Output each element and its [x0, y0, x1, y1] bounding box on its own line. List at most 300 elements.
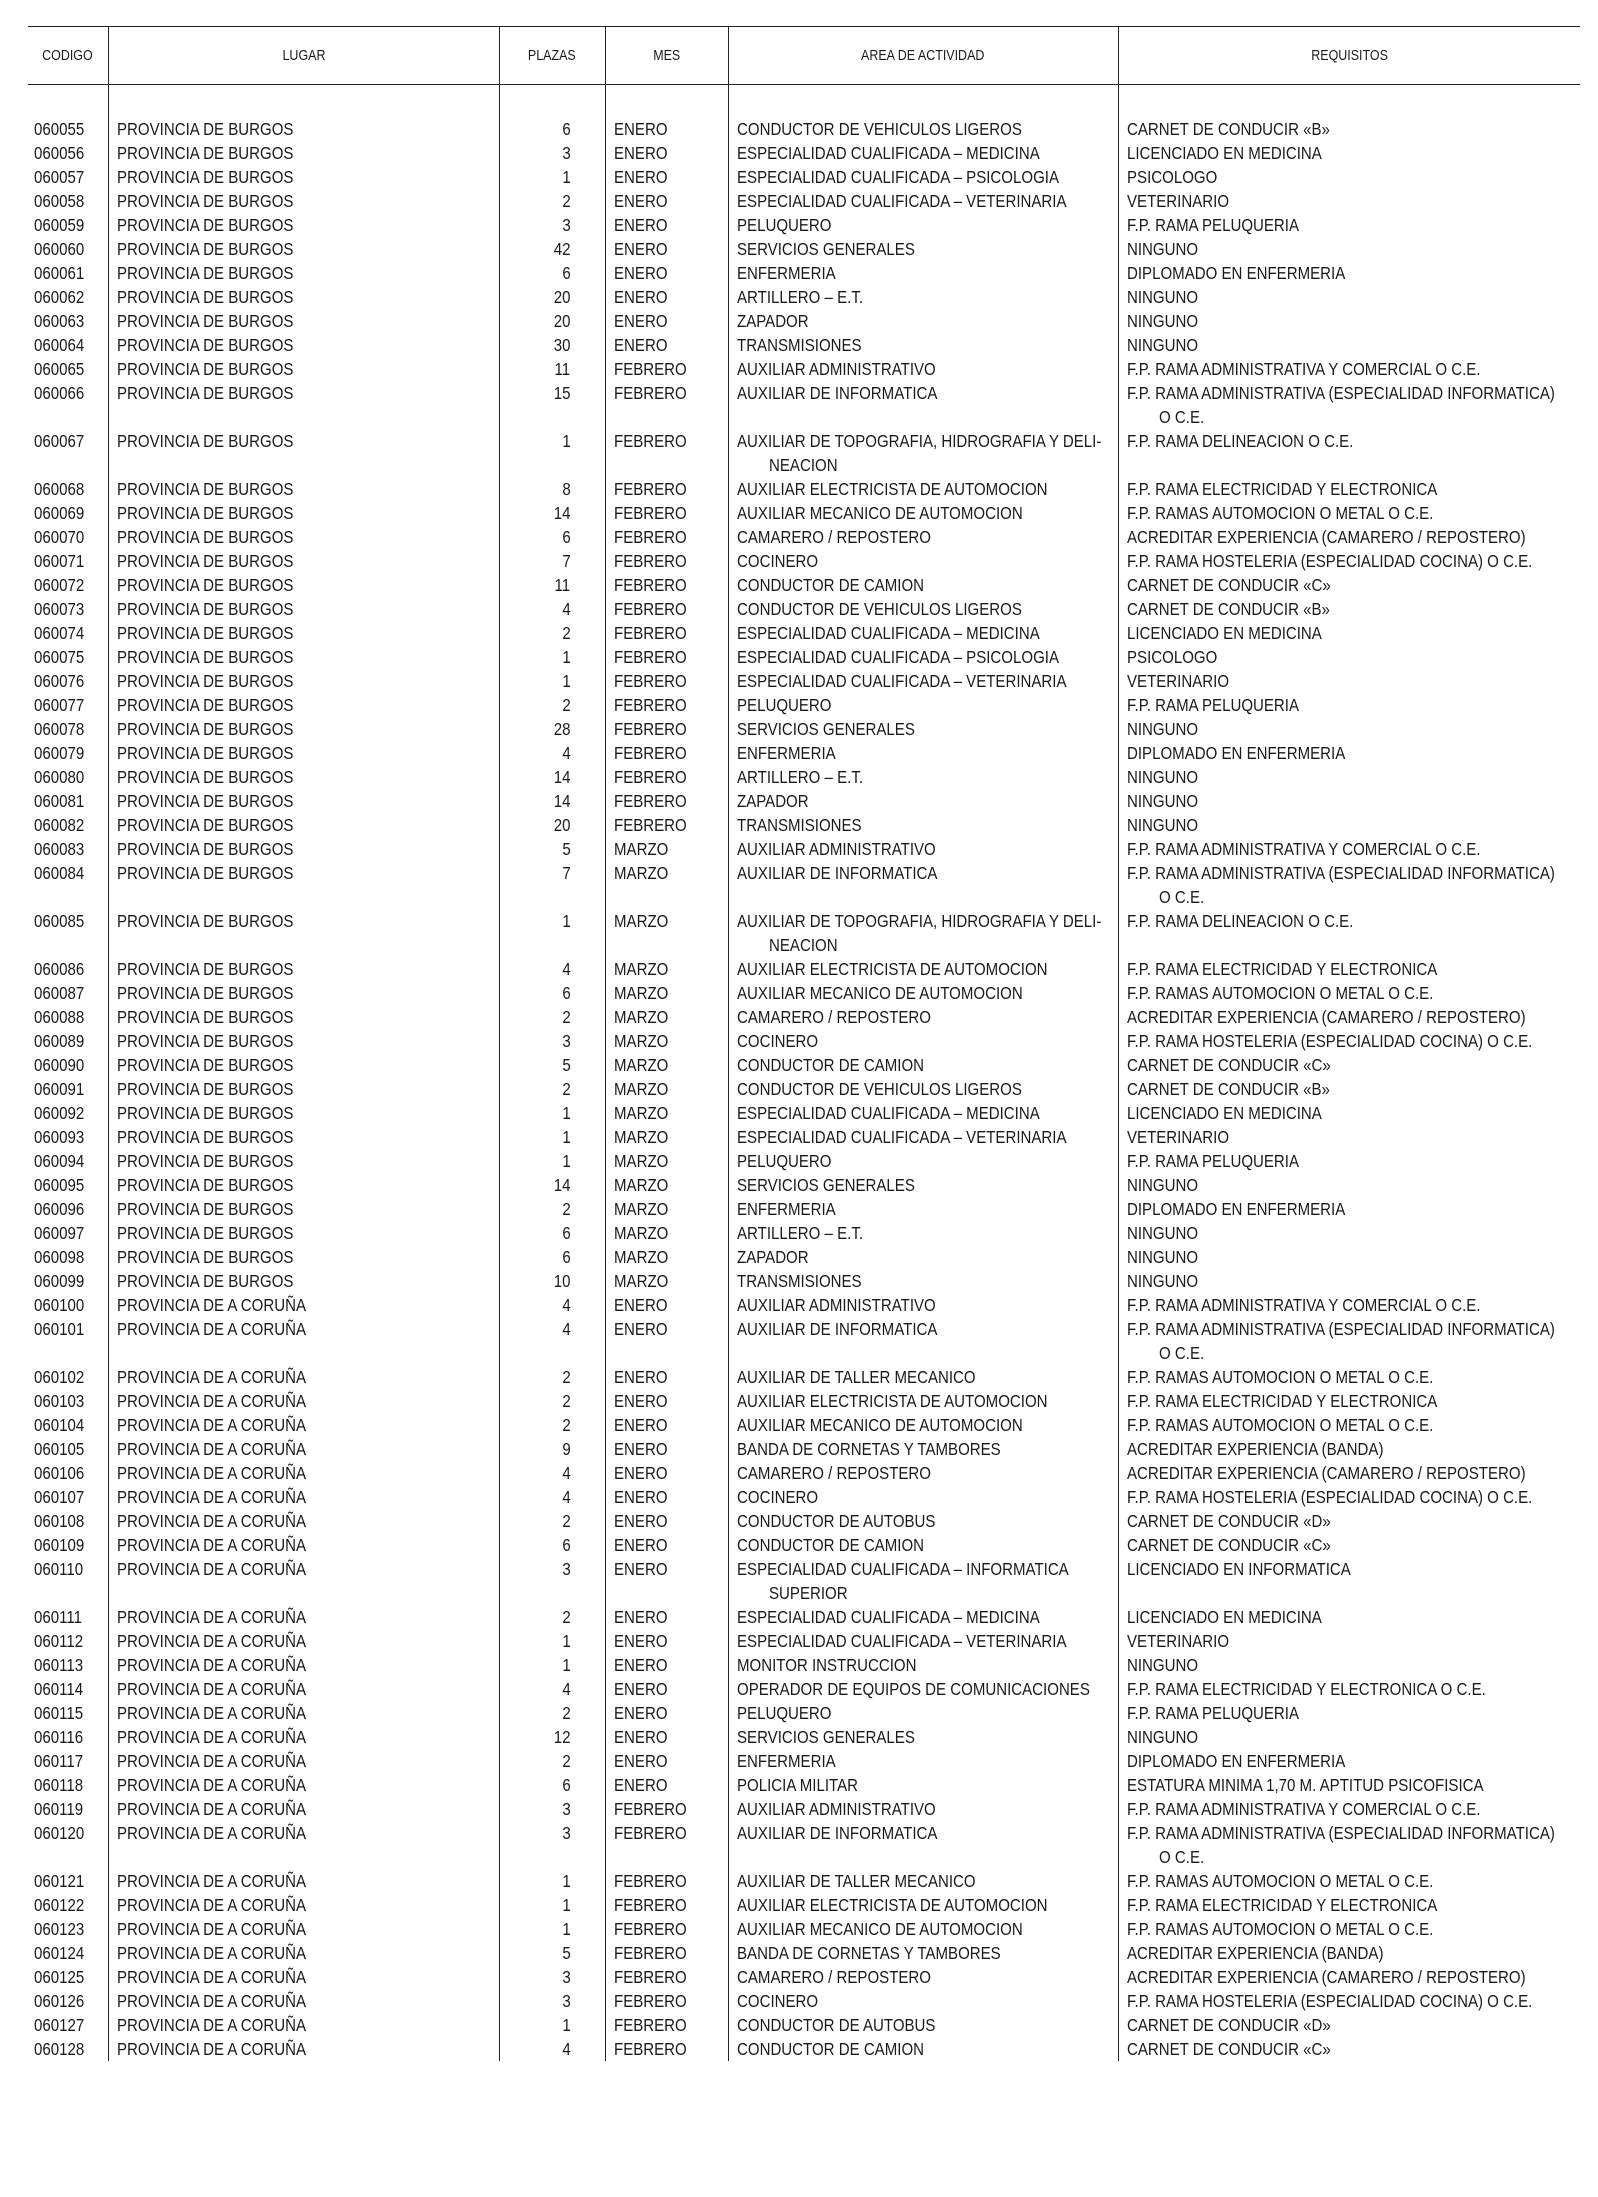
- codigo-text: 060080: [34, 767, 85, 787]
- plazas-text: 12: [553, 1727, 571, 1747]
- cell-lugar: [108, 1389, 499, 1413]
- codigo-text: 060128: [34, 2039, 85, 2059]
- cell-mes: [605, 645, 728, 669]
- plazas-text: 20: [553, 311, 571, 331]
- mes-text: MARZO: [613, 1151, 668, 1171]
- requisitos-text: DIPLOMADO EN ENFERMERIA: [1126, 743, 1345, 763]
- plazas-text: 3: [562, 1991, 571, 2011]
- cell-plazas: [499, 693, 605, 717]
- mes-text: ENERO: [613, 1775, 668, 1795]
- cell-codigo: [28, 597, 108, 621]
- cell-mes: [605, 813, 728, 837]
- requisitos-text: F.P. RAMA ADMINISTRATIVA (ESPECIALIDAD INFORMATICA): [1126, 383, 1555, 403]
- lugar-text: PROVINCIA DE A CORUÑA: [116, 1607, 306, 1627]
- plazas-text: 6: [562, 1247, 571, 1267]
- table-row: [28, 117, 1580, 141]
- table-row: [28, 237, 1580, 261]
- cell-area: [728, 1917, 1118, 1941]
- lugar-text: PROVINCIA DE BURGOS: [116, 647, 293, 667]
- mes-text: MARZO: [613, 1055, 668, 1075]
- cell-plazas: [499, 765, 605, 789]
- mes-text: FEBRERO: [613, 671, 687, 691]
- requisitos-text: NINGUNO: [1126, 1247, 1198, 1267]
- requisitos-text: LICENCIADO EN MEDICINA: [1126, 1607, 1322, 1627]
- cell-requisitos: [1118, 117, 1580, 141]
- table-row: [28, 1461, 1580, 1485]
- requisitos-continuation-text: O C.E.: [1158, 407, 1204, 427]
- table-row: [28, 621, 1580, 645]
- cell-codigo: [28, 213, 108, 237]
- lugar-text: PROVINCIA DE BURGOS: [116, 983, 293, 1003]
- cell-area: [728, 1557, 1118, 1605]
- cell-mes: [605, 1989, 728, 2013]
- requisitos-text: F.P. RAMA PELUQUERIA: [1126, 215, 1299, 235]
- cell-lugar: [108, 597, 499, 621]
- cell-lugar: [108, 2037, 499, 2061]
- cell-plazas: [499, 1989, 605, 2013]
- requisitos-text: F.P. RAMA ADMINISTRATIVA Y COMERCIAL O C.E.: [1126, 359, 1480, 379]
- lugar-text: PROVINCIA DE BURGOS: [116, 1127, 293, 1147]
- area-text: ESPECIALIDAD CUALIFICADA – VETERINARIA: [736, 671, 1067, 691]
- plazas-text: 6: [562, 119, 571, 139]
- codigo-text: 060086: [34, 959, 85, 979]
- cell-requisitos: [1118, 1557, 1580, 1605]
- codigo-text: 060099: [34, 1271, 85, 1291]
- lugar-text: PROVINCIA DE BURGOS: [116, 1175, 293, 1195]
- cell-area: [728, 237, 1118, 261]
- lugar-text: PROVINCIA DE BURGOS: [116, 1247, 293, 1267]
- table-row: [28, 429, 1580, 477]
- cell-codigo: [28, 1629, 108, 1653]
- cell-area: [728, 1029, 1118, 1053]
- lugar-text: PROVINCIA DE A CORUÑA: [116, 1943, 306, 1963]
- cell-requisitos: [1118, 1533, 1580, 1557]
- area-text: AUXILIAR DE TALLER MECANICO: [736, 1871, 976, 1891]
- cell-codigo: [28, 1557, 108, 1605]
- area-text: ARTILLERO – E.T.: [736, 1223, 863, 1243]
- requisitos-text: F.P. RAMA ADMINISTRATIVA Y COMERCIAL O C.E.: [1126, 839, 1480, 859]
- plazas-text: 14: [553, 791, 571, 811]
- codigo-text: 060119: [34, 1799, 84, 1819]
- mes-text: FEBRERO: [613, 791, 687, 811]
- requisitos-text: F.P. RAMA ELECTRICIDAD Y ELECTRONICA: [1126, 959, 1437, 979]
- lugar-text: PROVINCIA DE BURGOS: [116, 527, 293, 547]
- plazas-text: 7: [562, 863, 571, 883]
- cell-lugar: [108, 981, 499, 1005]
- mes-text: ENERO: [613, 1487, 668, 1507]
- table-row: [28, 381, 1580, 429]
- table-row: [28, 1485, 1580, 1509]
- cell-area: [728, 669, 1118, 693]
- requisitos-text: CARNET DE CONDUCIR «B»: [1126, 119, 1330, 139]
- cell-mes: [605, 1557, 728, 1605]
- cell-requisitos: [1118, 813, 1580, 837]
- area-text: AUXILIAR DE TOPOGRAFIA, HIDROGRAFIA Y DELI-: [736, 431, 1101, 451]
- cell-requisitos: [1118, 309, 1580, 333]
- table-row: [28, 765, 1580, 789]
- cell-mes: [605, 2037, 728, 2061]
- cell-mes: [605, 1629, 728, 1653]
- cell-area: [728, 789, 1118, 813]
- table-row: [28, 1245, 1580, 1269]
- table-row: [28, 1005, 1580, 1029]
- lugar-text: PROVINCIA DE BURGOS: [116, 863, 293, 883]
- cell-mes: [605, 1389, 728, 1413]
- requisitos-text: VETERINARIO: [1126, 1127, 1229, 1147]
- cell-plazas: [499, 1725, 605, 1749]
- mes-text: ENERO: [613, 191, 668, 211]
- requisitos-text: ACREDITAR EXPERIENCIA (CAMARERO / REPOSTERO): [1126, 527, 1526, 547]
- plazas-text: 6: [562, 527, 571, 547]
- cell-requisitos: [1118, 1605, 1580, 1629]
- cell-lugar: [108, 1077, 499, 1101]
- requisitos-text: LICENCIADO EN MEDICINA: [1126, 143, 1322, 163]
- cell-codigo: [28, 1725, 108, 1749]
- table-row: [28, 1269, 1580, 1293]
- plazas-text: 3: [562, 1031, 571, 1051]
- cell-codigo: [28, 309, 108, 333]
- area-text: PELUQUERO: [736, 1703, 832, 1723]
- area-text: AUXILIAR DE INFORMATICA: [736, 1823, 937, 1843]
- cell-area: [728, 1077, 1118, 1101]
- cell-mes: [605, 285, 728, 309]
- area-text: MONITOR INSTRUCCION: [736, 1655, 916, 1675]
- cell-mes: [605, 693, 728, 717]
- area-text: ENFERMERIA: [736, 1751, 836, 1771]
- cell-mes: [605, 1941, 728, 1965]
- table-row: [28, 189, 1580, 213]
- mes-text: FEBRERO: [613, 815, 687, 835]
- mes-text: FEBRERO: [613, 359, 687, 379]
- mes-text: FEBRERO: [613, 1799, 687, 1819]
- area-text: AUXILIAR MECANICO DE AUTOMOCION: [736, 1415, 1023, 1435]
- area-text: CAMARERO / REPOSTERO: [736, 527, 931, 547]
- lugar-text: PROVINCIA DE A CORUÑA: [116, 1967, 306, 1987]
- cell-plazas: [499, 1365, 605, 1389]
- cell-codigo: [28, 429, 108, 477]
- mes-text: FEBRERO: [613, 479, 687, 499]
- cell-plazas: [499, 1917, 605, 1941]
- cell-codigo: [28, 1965, 108, 1989]
- mes-text: MARZO: [613, 1103, 668, 1123]
- table-row: [28, 357, 1580, 381]
- cell-codigo: [28, 501, 108, 525]
- area-text: ZAPADOR: [736, 791, 809, 811]
- cell-lugar: [108, 861, 499, 909]
- table-row: [28, 309, 1580, 333]
- codigo-text: 060074: [34, 623, 85, 643]
- cell-area: [728, 261, 1118, 285]
- cell-codigo: [28, 861, 108, 909]
- cell-codigo: [28, 741, 108, 765]
- cell-area: [728, 1965, 1118, 1989]
- mes-text: FEBRERO: [613, 527, 687, 547]
- requisitos-text: F.P. RAMA ELECTRICIDAD Y ELECTRONICA O C.E.: [1126, 1679, 1486, 1699]
- cell-lugar: [108, 1797, 499, 1821]
- lugar-text: PROVINCIA DE A CORUÑA: [116, 1895, 306, 1915]
- cell-requisitos: [1118, 429, 1580, 477]
- cell-area: [728, 1461, 1118, 1485]
- cell-lugar: [108, 909, 499, 957]
- mes-text: ENERO: [613, 215, 668, 235]
- cell-codigo: [28, 1173, 108, 1197]
- cell-area: [728, 501, 1118, 525]
- cell-mes: [605, 1605, 728, 1629]
- lugar-text: PROVINCIA DE A CORUÑA: [116, 1511, 306, 1531]
- lugar-text: PROVINCIA DE BURGOS: [116, 599, 293, 619]
- cell-lugar: [108, 357, 499, 381]
- mes-text: FEBRERO: [613, 551, 687, 571]
- area-text: AUXILIAR ADMINISTRATIVO: [736, 1295, 936, 1315]
- cell-area: [728, 813, 1118, 837]
- codigo-text: 060104: [34, 1415, 85, 1435]
- cell-lugar: [108, 1413, 499, 1437]
- cell-mes: [605, 621, 728, 645]
- cell-plazas: [499, 1629, 605, 1653]
- plazas-text: 2: [562, 1751, 571, 1771]
- area-text: AUXILIAR DE TALLER MECANICO: [736, 1367, 976, 1387]
- cell-area: [728, 1413, 1118, 1437]
- requisitos-continuation-text: O C.E.: [1158, 1847, 1204, 1867]
- cell-requisitos: [1118, 189, 1580, 213]
- cell-lugar: [108, 549, 499, 573]
- cell-requisitos: [1118, 909, 1580, 957]
- plazas-text: 6: [562, 1775, 571, 1795]
- plazas-text: 8: [562, 479, 571, 499]
- cell-plazas: [499, 1101, 605, 1125]
- requisitos-text: LICENCIADO EN MEDICINA: [1126, 1103, 1322, 1123]
- cell-codigo: [28, 909, 108, 957]
- table-row: [28, 525, 1580, 549]
- requisitos-text: DIPLOMADO EN ENFERMERIA: [1126, 1751, 1345, 1771]
- plazas-text: 4: [562, 1319, 571, 1339]
- cell-lugar: [108, 1557, 499, 1605]
- cell-requisitos: [1118, 501, 1580, 525]
- cell-codigo: [28, 525, 108, 549]
- area-text: SERVICIOS GENERALES: [736, 1727, 915, 1747]
- cell-requisitos: [1118, 333, 1580, 357]
- cell-lugar: [108, 2013, 499, 2037]
- cell-area: [728, 909, 1118, 957]
- codigo-text: 060085: [34, 911, 85, 931]
- cell-mes: [605, 717, 728, 741]
- cell-mes: [605, 117, 728, 141]
- cell-requisitos: [1118, 1245, 1580, 1269]
- cell-lugar: [108, 261, 499, 285]
- area-text: ESPECIALIDAD CUALIFICADA – VETERINARIA: [736, 1127, 1067, 1147]
- cell-plazas: [499, 981, 605, 1005]
- table-row: [28, 1557, 1580, 1605]
- lugar-text: PROVINCIA DE A CORUÑA: [116, 1487, 306, 1507]
- cell-lugar: [108, 501, 499, 525]
- lugar-text: PROVINCIA DE A CORUÑA: [116, 1535, 306, 1555]
- cell-plazas: [499, 309, 605, 333]
- cell-plazas: [499, 717, 605, 741]
- lugar-text: PROVINCIA DE A CORUÑA: [116, 1367, 306, 1387]
- cell-requisitos: [1118, 1149, 1580, 1173]
- cell-lugar: [108, 1629, 499, 1653]
- cell-plazas: [499, 909, 605, 957]
- cell-codigo: [28, 1221, 108, 1245]
- cell-area: [728, 1485, 1118, 1509]
- cell-lugar: [108, 957, 499, 981]
- cell-area: [728, 621, 1118, 645]
- cell-requisitos: [1118, 789, 1580, 813]
- requisitos-text: NINGUNO: [1126, 1727, 1198, 1747]
- cell-codigo: [28, 1029, 108, 1053]
- cell-area: [728, 1773, 1118, 1797]
- table-body: [28, 85, 1580, 2062]
- table-row: [28, 909, 1580, 957]
- cell-area: [728, 381, 1118, 429]
- area-text: PELUQUERO: [736, 215, 832, 235]
- cell-mes: [605, 1413, 728, 1437]
- plazas-text: 1: [562, 1103, 571, 1123]
- codigo-text: 060095: [34, 1175, 85, 1195]
- area-text: ENFERMERIA: [736, 743, 836, 763]
- requisitos-text: NINGUNO: [1126, 815, 1198, 835]
- cell-area: [728, 1989, 1118, 2013]
- requisitos-text: NINGUNO: [1126, 1223, 1198, 1243]
- lugar-text: PROVINCIA DE BURGOS: [116, 623, 293, 643]
- mes-text: FEBRERO: [613, 719, 687, 739]
- cell-codigo: [28, 237, 108, 261]
- cell-plazas: [499, 741, 605, 765]
- cell-mes: [605, 1797, 728, 1821]
- cell-plazas: [499, 1821, 605, 1869]
- plazas-text: 7: [562, 551, 571, 571]
- cell-mes: [605, 525, 728, 549]
- codigo-text: 060063: [34, 311, 85, 331]
- cell-lugar: [108, 117, 499, 141]
- mes-text: ENERO: [613, 1439, 668, 1459]
- cell-mes: [605, 189, 728, 213]
- cell-requisitos: [1118, 1389, 1580, 1413]
- plazas-text: 1: [562, 647, 571, 667]
- cell-area: [728, 1653, 1118, 1677]
- plazas-text: 1: [562, 671, 571, 691]
- cell-lugar: [108, 381, 499, 429]
- lugar-text: PROVINCIA DE BURGOS: [116, 671, 293, 691]
- cell-lugar: [108, 1869, 499, 1893]
- cell-codigo: [28, 165, 108, 189]
- plazas-text: 4: [562, 1295, 571, 1315]
- cell-mes: [605, 741, 728, 765]
- requisitos-text: F.P. RAMA ADMINISTRATIVA (ESPECIALIDAD INFORMATICA): [1126, 863, 1555, 883]
- codigo-text: 060055: [34, 119, 85, 139]
- cell-codigo: [28, 1533, 108, 1557]
- cell-lugar: [108, 1317, 499, 1365]
- requisitos-text: NINGUNO: [1126, 287, 1198, 307]
- mes-text: ENERO: [613, 1727, 668, 1747]
- lugar-text: PROVINCIA DE BURGOS: [116, 1103, 293, 1123]
- cell-requisitos: [1118, 261, 1580, 285]
- plazas-text: 1: [562, 911, 571, 931]
- mes-text: ENERO: [613, 1319, 668, 1339]
- cell-codigo: [28, 1653, 108, 1677]
- codigo-text: 060098: [34, 1247, 85, 1267]
- cell-requisitos: [1118, 237, 1580, 261]
- cell-plazas: [499, 1677, 605, 1701]
- cell-codigo: [28, 1893, 108, 1917]
- codigo-text: 060106: [34, 1463, 85, 1483]
- cell-requisitos: [1118, 1749, 1580, 1773]
- codigo-text: 060118: [34, 1775, 84, 1795]
- area-text: COCINERO: [736, 1487, 818, 1507]
- mes-text: FEBRERO: [613, 2015, 687, 2035]
- cell-area: [728, 429, 1118, 477]
- cell-plazas: [499, 837, 605, 861]
- cell-mes: [605, 1125, 728, 1149]
- plazas-text: 2: [562, 1079, 571, 1099]
- cell-requisitos: [1118, 525, 1580, 549]
- area-text: PELUQUERO: [736, 1151, 832, 1171]
- cell-plazas: [499, 789, 605, 813]
- plazas-text: 1: [562, 1895, 571, 1915]
- area-text: ESPECIALIDAD CUALIFICADA – VETERINARIA: [736, 1631, 1067, 1651]
- cell-requisitos: [1118, 1029, 1580, 1053]
- cell-area: [728, 1821, 1118, 1869]
- cell-mes: [605, 213, 728, 237]
- requisitos-text: F.P. RAMA PELUQUERIA: [1126, 695, 1299, 715]
- cell-plazas: [499, 1173, 605, 1197]
- cell-codigo: [28, 1869, 108, 1893]
- cell-mes: [605, 381, 728, 429]
- requisitos-text: CARNET DE CONDUCIR «B»: [1126, 1079, 1330, 1099]
- cell-mes: [605, 1005, 728, 1029]
- plazas-text: 5: [562, 839, 571, 859]
- plazas-text: 1: [562, 1631, 571, 1651]
- cell-lugar: [108, 429, 499, 477]
- table-row: [28, 1821, 1580, 1869]
- lugar-text: PROVINCIA DE BURGOS: [116, 719, 293, 739]
- lugar-text: PROVINCIA DE A CORUÑA: [116, 1559, 306, 1579]
- cell-requisitos: [1118, 693, 1580, 717]
- lugar-text: PROVINCIA DE BURGOS: [116, 1223, 293, 1243]
- cell-lugar: [108, 1965, 499, 1989]
- plazas-text: 2: [562, 1199, 571, 1219]
- plazas-text: 30: [553, 335, 571, 355]
- codigo-text: 060066: [34, 383, 85, 403]
- cell-mes: [605, 1509, 728, 1533]
- mes-text: MARZO: [613, 1175, 668, 1195]
- cell-codigo: [28, 1941, 108, 1965]
- lugar-text: PROVINCIA DE BURGOS: [116, 695, 293, 715]
- plazas-text: 14: [553, 503, 571, 523]
- mes-text: FEBRERO: [613, 1823, 687, 1843]
- lugar-text: PROVINCIA DE A CORUÑA: [116, 1871, 306, 1891]
- cell-plazas: [499, 1029, 605, 1053]
- cell-area: [728, 1701, 1118, 1725]
- lugar-text: PROVINCIA DE BURGOS: [116, 335, 293, 355]
- cell-plazas: [499, 1197, 605, 1221]
- cell-codigo: [28, 1701, 108, 1725]
- cell-requisitos: [1118, 285, 1580, 309]
- cell-plazas: [499, 1653, 605, 1677]
- cell-lugar: [108, 1173, 499, 1197]
- codigo-text: 060087: [34, 983, 85, 1003]
- cell-requisitos: [1118, 1269, 1580, 1293]
- cell-requisitos: [1118, 1077, 1580, 1101]
- lugar-text: PROVINCIA DE BURGOS: [116, 143, 293, 163]
- requisitos-text: F.P. RAMAS AUTOMOCION O METAL O C.E.: [1126, 1367, 1433, 1387]
- table-row: [28, 717, 1580, 741]
- cell-mes: [605, 1485, 728, 1509]
- cell-plazas: [499, 237, 605, 261]
- plazas-text: 2: [562, 1703, 571, 1723]
- cell-plazas: [499, 597, 605, 621]
- cell-codigo: [28, 117, 108, 141]
